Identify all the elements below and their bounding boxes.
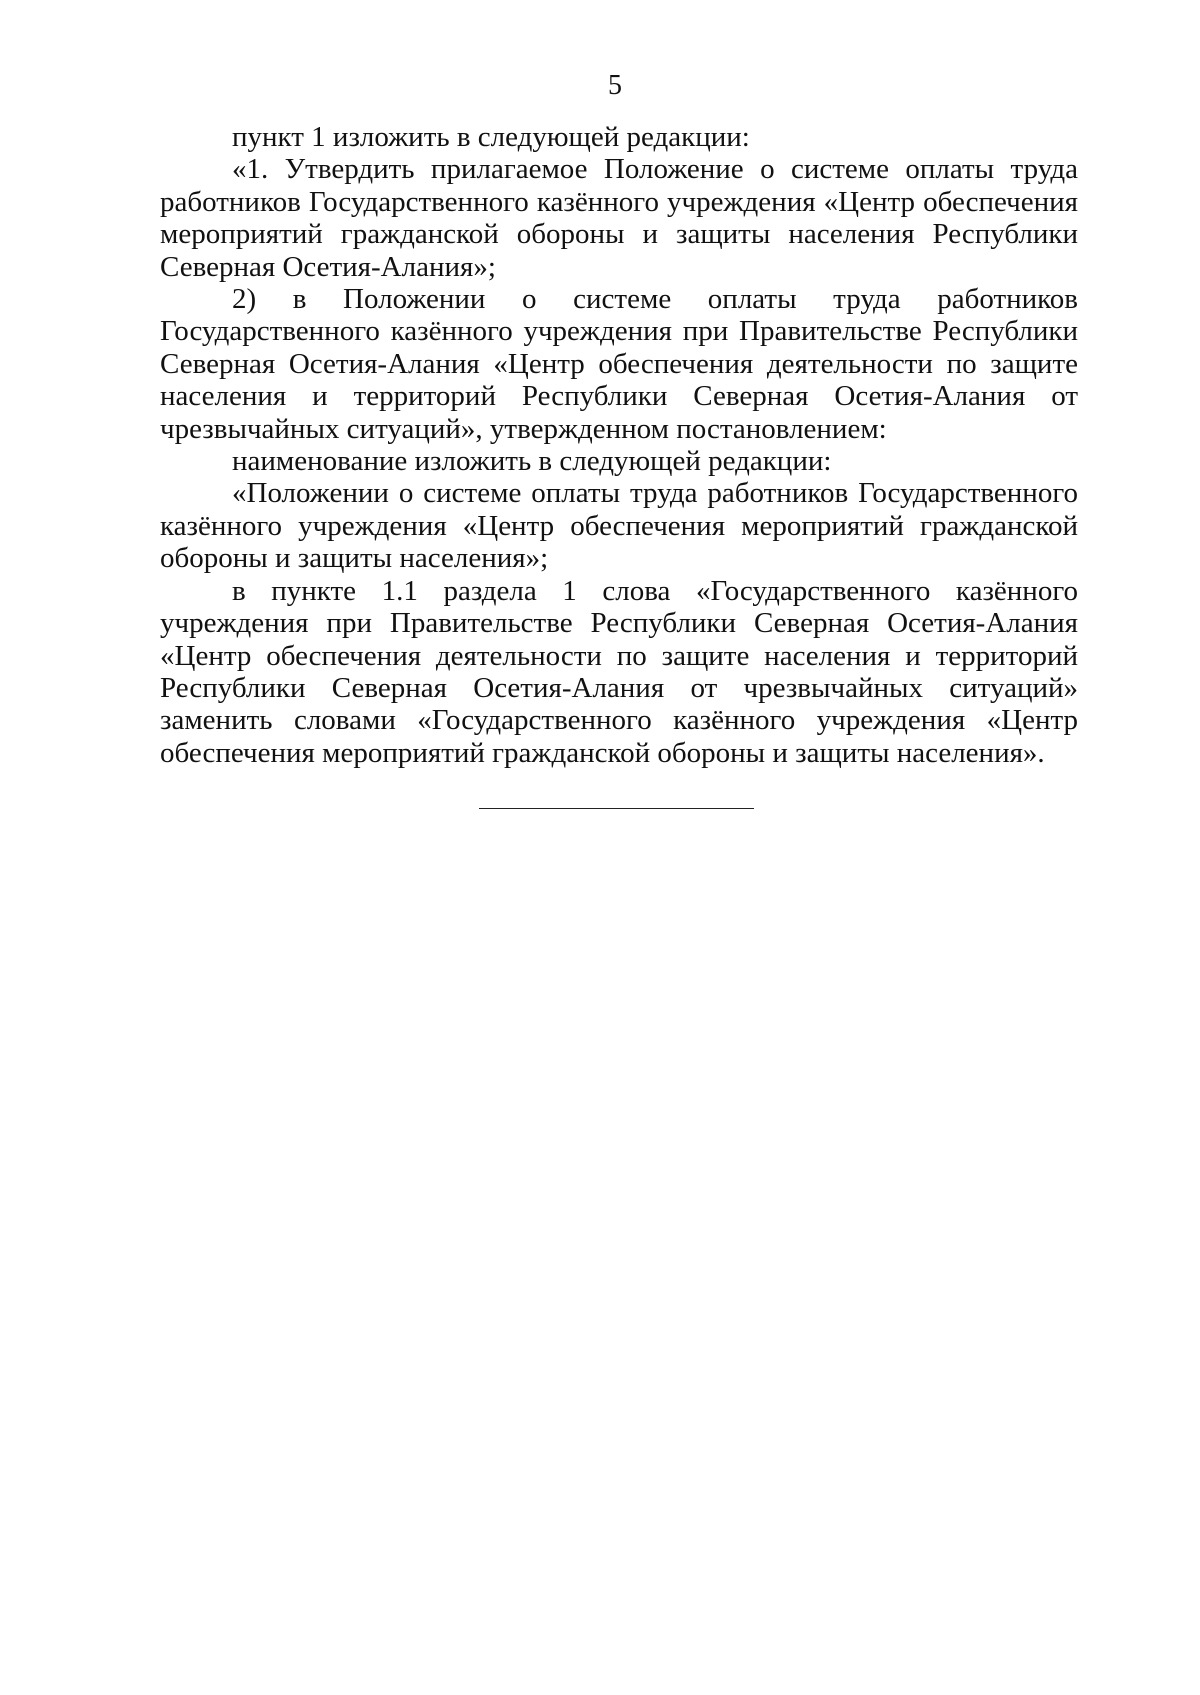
paragraph-4: наименование изложить в следующей редакции: [232,445,832,478]
paragraph-6: в пункте 1.1 раздела 1 слова «Государственного казённого учреждения при Правительстве Республики Северная Осетия-Алания «Центр обеспечения деятельности по защите населения и территорий Республики Северная Осетия-Алания от чрезвычайных ситуаций» заменить словами «Государственного казённого учреждения «Центр обеспечения мероприятий гражданской обороны и защиты населения». [160,574,1078,769]
page-number: 5 [608,70,622,101]
end-divider-line [479,808,754,809]
paragraph-5: «Положении о системе оплаты труда работников Государственного казённого учреждения «Центр обеспечения мероприятий гражданской обороны и защиты населения»; [160,477,1078,575]
paragraph-3: 2) в Положении о системе оплаты труда работников Государственного казённого учреждения при Правительстве Республики Северная Осетия-Алания «Центр обеспечения деятельности по защите населения и территорий Республики Северная Осетия-Алания от чрезвычайных ситуаций», утвержденном постановлением: [160,283,1078,445]
paragraph-2: «1. Утвердить прилагаемое Положение о системе оплаты труда работников Государственного казённого учреждения «Центр обеспечения мероприятий гражданской обороны и защиты населения Республики Северная Осетия-Алания»; [160,153,1078,283]
document-body [160,121,1078,769]
paragraph-1: пункт 1 изложить в следующей редакции: [232,121,750,153]
